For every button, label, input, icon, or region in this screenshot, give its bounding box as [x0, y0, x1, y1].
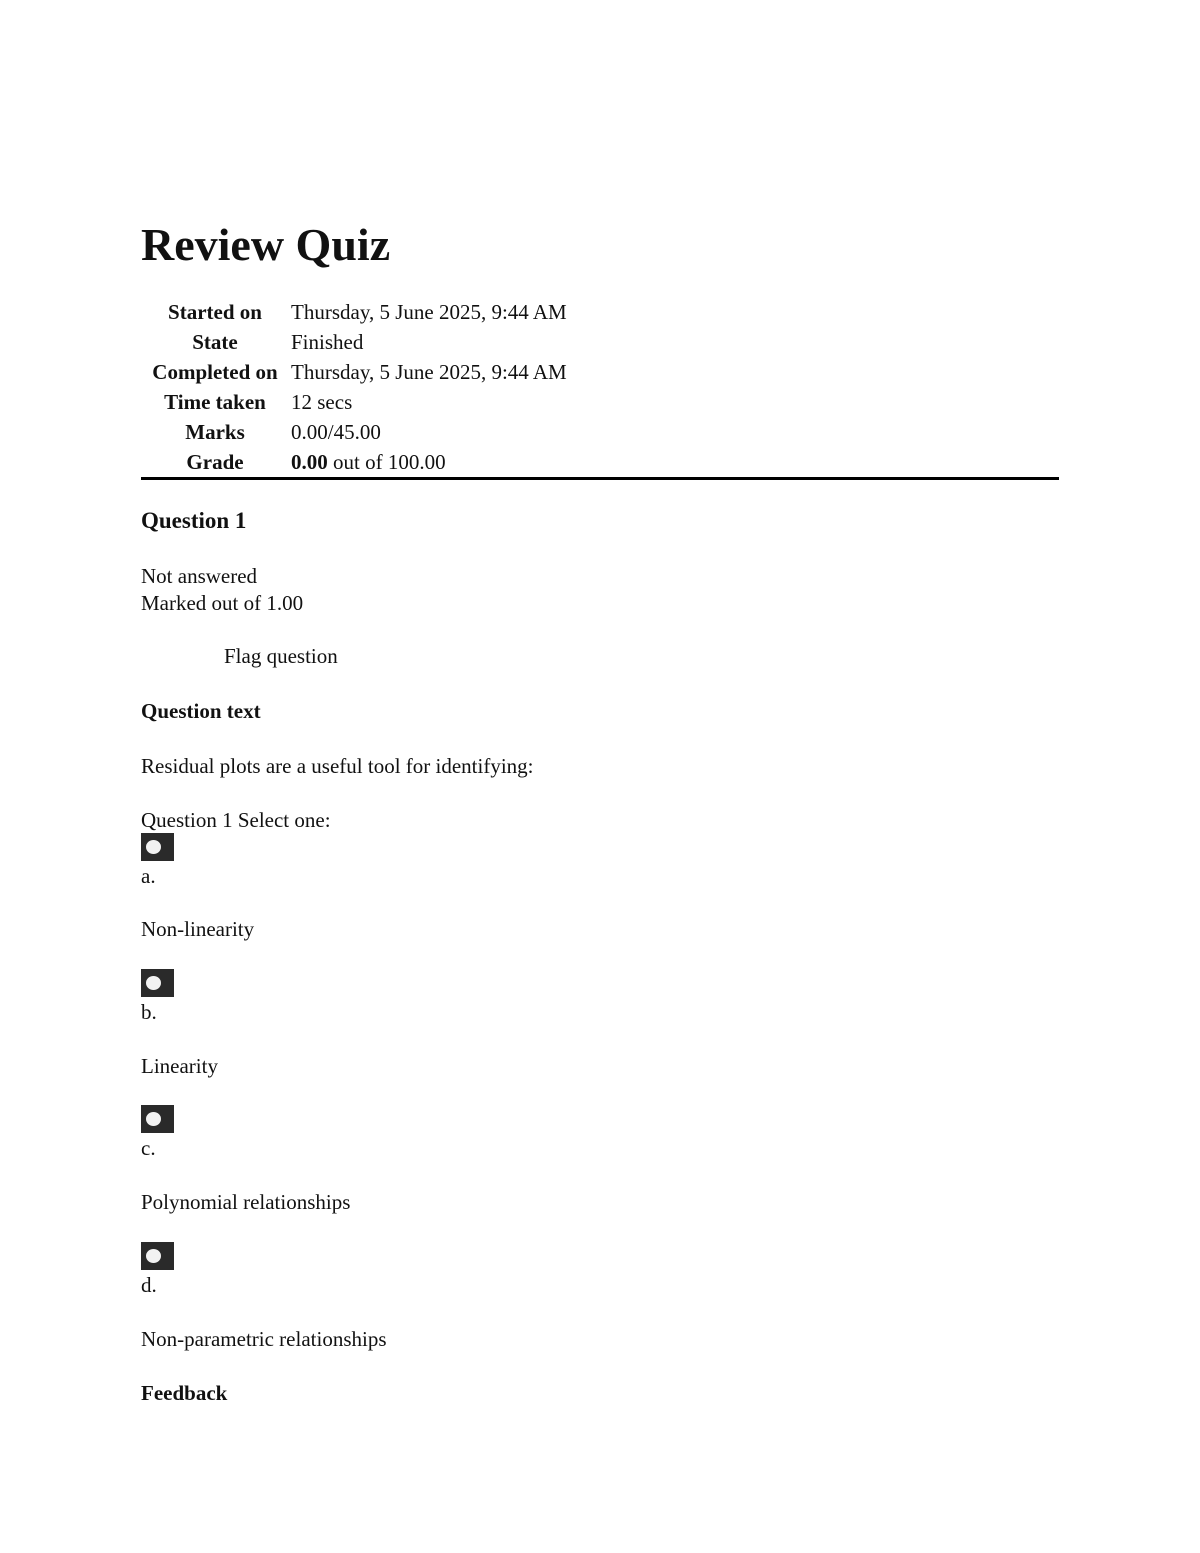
radio-dot-icon	[146, 840, 161, 854]
summary-label: Started on	[168, 300, 262, 324]
option-a-letter: a.	[141, 864, 156, 888]
option-c-radio[interactable]	[141, 1105, 174, 1133]
option-b-text: Linearity	[141, 1054, 218, 1078]
summary-row-state	[141, 327, 1059, 357]
question-heading: Question 1	[141, 508, 247, 533]
summary-row-marks	[141, 417, 1059, 447]
question-status: Not answered	[141, 564, 258, 588]
quiz-summary-table	[141, 297, 1059, 480]
summary-row-started	[141, 297, 1059, 327]
summary-value: 0.00/45.00	[291, 420, 381, 444]
radio-dot-icon	[146, 976, 161, 990]
grade-out-of: out of 100.00	[327, 450, 446, 474]
summary-value	[289, 447, 1059, 479]
option-a-radio[interactable]	[141, 833, 174, 861]
question-text: Residual plots are a useful tool for identifying:	[141, 754, 534, 778]
radio-dot-icon	[146, 1112, 161, 1126]
option-a-text: Non-linearity	[141, 917, 255, 941]
flag-question-link[interactable]: Flag question	[224, 644, 338, 668]
option-c-text: Polynomial relationships	[141, 1190, 351, 1214]
summary-label: Grade	[141, 447, 289, 479]
summary-value: 12 secs	[291, 390, 353, 414]
page-title: Review Quiz	[141, 219, 391, 270]
summary-row-time-taken	[141, 387, 1059, 417]
question-marks: Marked out of 1.00	[141, 591, 304, 615]
summary-value: Thursday, 5 June 2025, 9:44 AM	[291, 300, 567, 324]
option-b-radio[interactable]	[141, 969, 174, 997]
radio-dot-icon	[146, 1249, 161, 1263]
option-b-letter: b.	[141, 1000, 157, 1024]
option-d-letter: d.	[141, 1273, 157, 1297]
question-text-heading: Question text	[141, 699, 261, 723]
select-one-prompt: Question 1 Select one:	[141, 808, 331, 832]
summary-row-completed	[141, 357, 1059, 387]
option-d-text: Non-parametric relationships	[141, 1327, 387, 1351]
question-info	[141, 563, 303, 617]
grade-score: 0.00	[291, 450, 328, 474]
option-d-radio[interactable]	[141, 1242, 174, 1270]
feedback-heading: Feedback	[141, 1381, 228, 1405]
summary-value: Finished	[291, 330, 364, 354]
summary-row-grade	[141, 447, 1059, 479]
summary-label: Completed on	[152, 360, 278, 384]
summary-label: Time taken	[164, 390, 266, 414]
summary-value: Thursday, 5 June 2025, 9:44 AM	[291, 360, 567, 384]
summary-label: Marks	[185, 420, 245, 444]
summary-label: State	[192, 330, 238, 354]
option-c-letter: c.	[141, 1136, 156, 1160]
